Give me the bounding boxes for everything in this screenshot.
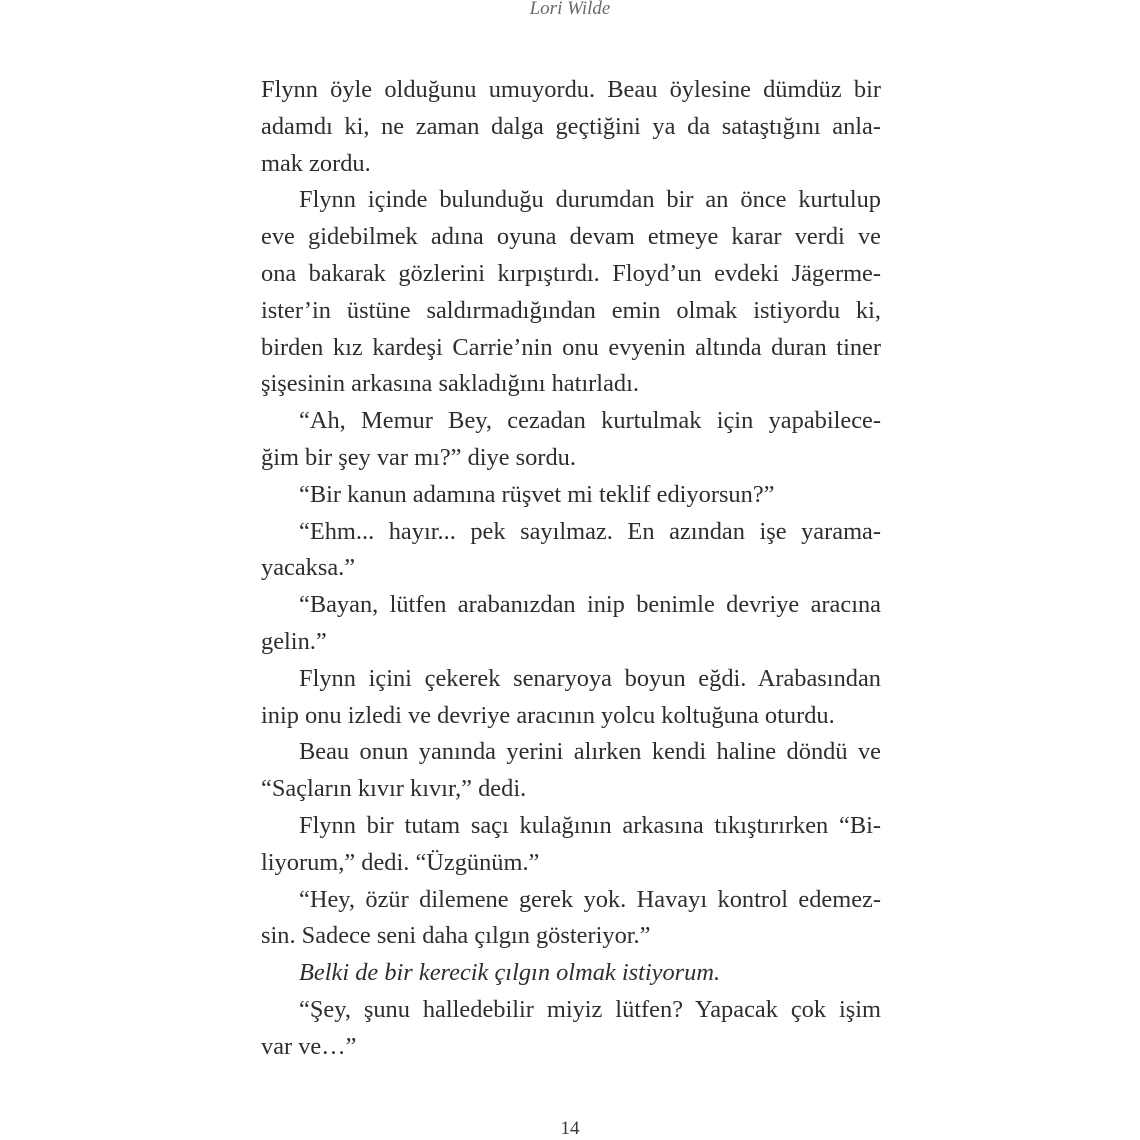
text-line: ğim bir şey var mı?” diye sordu. [261, 443, 576, 471]
text-line: yacaksa.” [261, 554, 356, 582]
text-line: inip onu izledi ve devriye aracının yolcu koltuğuna oturdu. [261, 701, 835, 729]
text-line: Flynn içini çekerek senaryoya boyun eğdi. Arabasından [299, 664, 881, 692]
text-line: “Şey, şunu halledebilir miyiz lütfen? Yapacak çok işim [299, 995, 881, 1023]
text-line: “Ah, Memur Bey, cezadan kurtulmak için yapabilece- [299, 407, 881, 435]
text-line: Flynn öyle olduğunu umuyordu. Beau öylesine dümdüz bir [261, 76, 881, 103]
text-line: Beau onun yanında yerini alırken kendi haline döndü ve [299, 738, 881, 766]
text-line: “Hey, özür dilemene gerek yok. Havayı kontrol edemez- [299, 885, 881, 913]
text-line: ona bakarak gözlerini kırpıştırdı. Floyd’un evdeki Jägerme- [261, 259, 881, 287]
text-line: var ve…” [261, 1032, 357, 1060]
text-line: eve gidebilmek adına oyuna devam etmeye karar verdi ve [261, 223, 881, 251]
running-head-author: Lori Wilde [529, 0, 611, 19]
text-line: adamdı ki, ne zaman dalga geçtiğini ya da sataştığını anla- [261, 112, 881, 140]
text-line-italic: Belki de bir kerecik çılgın olmak istiyorum. [299, 959, 721, 987]
text-line: birden kız kardeşi Carrie’nin onu evyenin altında duran tiner [261, 333, 881, 361]
text-line: ister’in üstüne saldırmadığından emin olmak istiyordu ki, [261, 296, 881, 324]
text-line: “Saçların kıvır kıvır,” dedi. [261, 775, 527, 803]
text-line: şişesinin arkasına sakladığını hatırladı. [261, 370, 639, 398]
body-text [261, 72, 881, 1066]
text-line: “Bir kanun adamına rüşvet mi teklif ediyorsun?” [299, 480, 775, 508]
text-line: sin. Sadece seni daha çılgın gösteriyor.” [261, 922, 651, 950]
text-line: Flynn bir tutam saçı kulağının arkasına tıkıştırırken “Bi- [299, 811, 881, 839]
page-number: 14 [560, 1118, 580, 1139]
text-line: “Bayan, lütfen arabanızdan inip benimle devriye aracına [299, 591, 881, 619]
text-line: Flynn içinde bulunduğu durumdan bir an önce kurtulup [299, 186, 881, 214]
text-line: gelin.” [261, 627, 327, 655]
text-line: liyorum,” dedi. “Üzgünüm.” [261, 848, 540, 876]
text-line: “Ehm... hayır... pek sayılmaz. En azından işe yarama- [299, 517, 881, 545]
text-line: mak zordu. [261, 149, 371, 177]
